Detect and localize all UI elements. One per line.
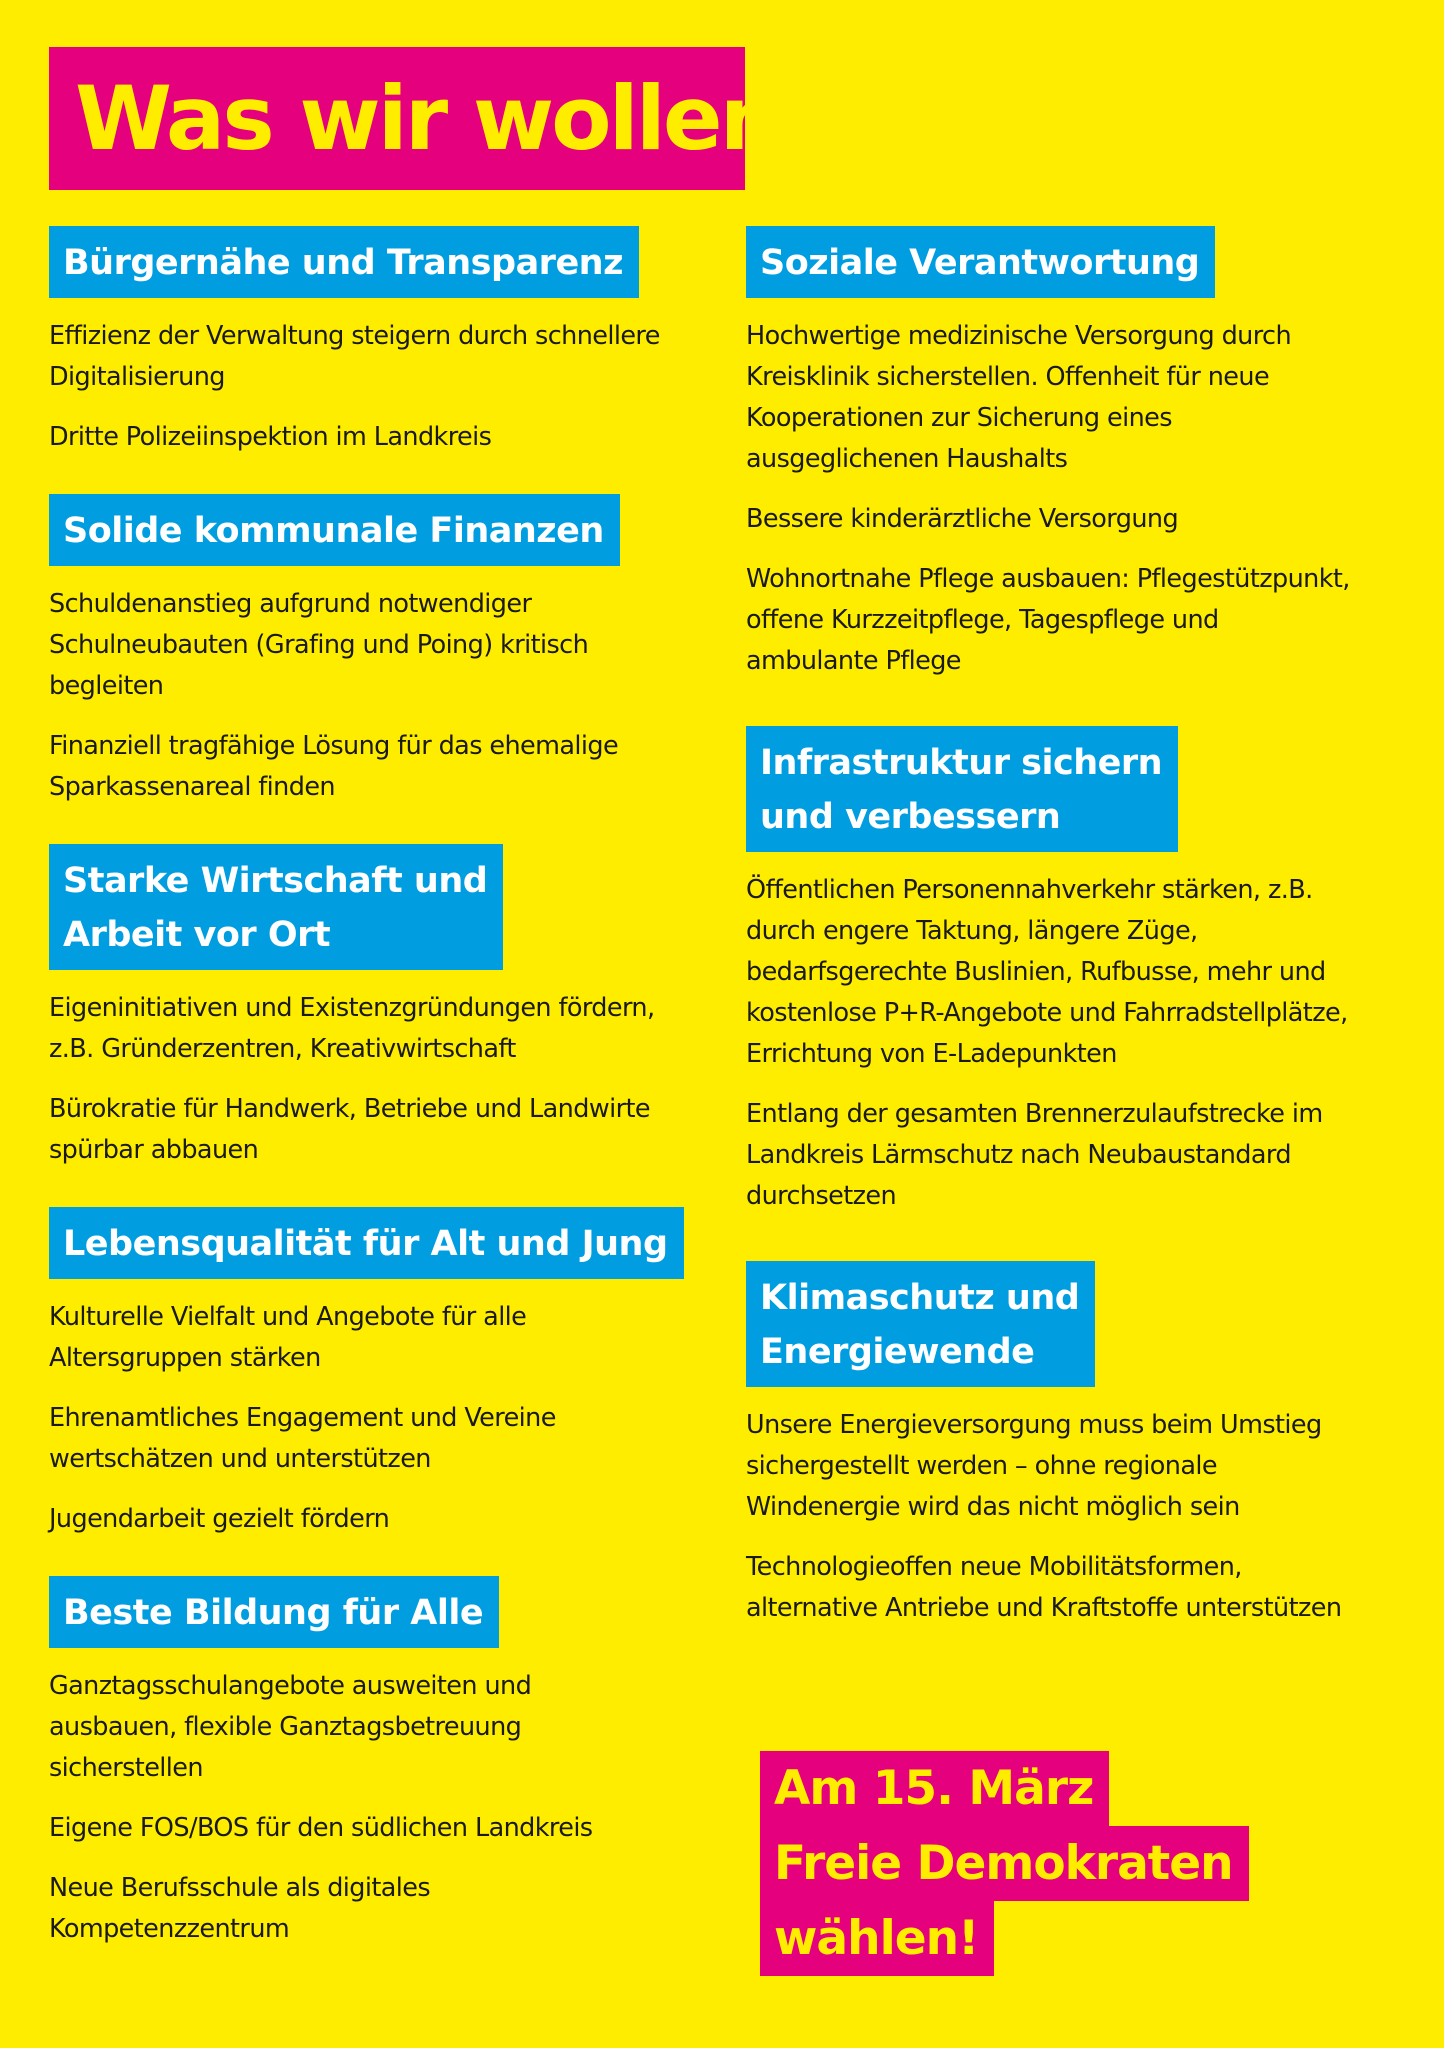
list-item-line: kostenlose P+R-Angebote und Fahrradstellplätze, [746, 998, 1348, 1028]
list-item [746, 316, 1406, 480]
list-item [49, 988, 709, 1070]
list-item [49, 316, 709, 398]
list-item-line: Öffentlichen Personennahverkehr stärken, z.B. [746, 875, 1313, 905]
section-heading [49, 1576, 499, 1648]
list-item-line: Wohnortnahe Pflege ausbauen: Pflegestützpunkt, [746, 564, 1350, 594]
list-item-line: Kulturelle Vielfalt und Angebote für alle [49, 1302, 527, 1332]
list-item [746, 1547, 1406, 1629]
list-item-line: sicherstellen [49, 1753, 203, 1783]
list-item [49, 1499, 709, 1540]
section-item-list [49, 584, 709, 808]
list-item-line: Landkreis Lärmschutz nach Neubaustandard [746, 1140, 1291, 1170]
section-item-list [49, 988, 709, 1171]
section-heading-line: Soziale Verantwortung [760, 243, 1200, 283]
section-beste-bildung-fur-alle [49, 1576, 709, 1950]
section-heading [746, 726, 1178, 852]
list-item-line: Altersgruppen stärken [49, 1343, 321, 1373]
section-heading [49, 494, 620, 566]
left-column [49, 226, 709, 1950]
section-heading-line: Bürgernähe und Transparenz [63, 243, 623, 283]
list-item-line: Digitalisierung [49, 362, 225, 392]
list-item-line: Effizienz der Verwaltung steigern durch schnellere [49, 321, 660, 351]
section-infrastruktur-sichern-und-verbessern [746, 726, 1406, 1217]
list-item-line: Ganztagsschulangebote ausweiten und [49, 1671, 532, 1701]
section-item-list [49, 1297, 709, 1540]
section-heading-line: Infrastruktur sichern [760, 743, 1163, 783]
call-to-action-line: Freie Demokraten [760, 1826, 1249, 1901]
list-item-line: bedarfsgerechte Buslinien, Rufbusse, mehr und [746, 957, 1326, 987]
list-item-line: sichergestellt werden – ohne regionale [746, 1451, 1217, 1481]
list-item-line: Ehrenamtliches Engagement und Vereine [49, 1403, 556, 1433]
section-heading [746, 1261, 1095, 1387]
list-item [746, 499, 1406, 540]
list-item [49, 1666, 709, 1789]
list-item-line: begleiten [49, 671, 164, 701]
list-item-line: Schuldenanstieg aufgrund notwendiger [49, 589, 532, 619]
section-heading-line: Energiewende [760, 1332, 1035, 1372]
list-item-line: alternative Antriebe und Kraftstoffe unterstützen [746, 1593, 1342, 1623]
list-item [746, 870, 1406, 1075]
list-item-line: ausgeglichenen Haushalts [746, 444, 1068, 474]
list-item-line: Bessere kinderärztliche Versorgung [746, 504, 1179, 534]
list-item [746, 1405, 1406, 1528]
list-item-line: wertschätzen und unterstützen [49, 1444, 431, 1474]
list-item-line: Sparkassenareal finden [49, 772, 335, 802]
section-lebensqualitat-fur-alt-und-jung [49, 1207, 709, 1540]
list-item-line: Errichtung von E-Ladepunkten [746, 1039, 1117, 1069]
list-item-line: Windenergie wird das nicht möglich sein [746, 1492, 1240, 1522]
section-item-list [49, 316, 709, 458]
list-item-line: ambulante Pflege [746, 646, 961, 676]
section-item-list [746, 316, 1406, 682]
call-to-action-line: Am 15. März [760, 1751, 1109, 1826]
list-item [49, 417, 709, 458]
list-item-line: Neue Berufsschule als digitales [49, 1873, 431, 1903]
list-item [49, 1398, 709, 1480]
section-heading-line: Starke Wirtschaft und [63, 861, 488, 901]
section-heading-line: Klimaschutz und [760, 1278, 1080, 1318]
list-item-line: Hochwertige medizinische Versorgung durch [746, 321, 1292, 351]
list-item-line: Schulneubauten (Grafing und Poing) kritisch [49, 630, 589, 660]
list-item-line: offene Kurzzeitpflege, Tagespflege und [746, 605, 1219, 635]
list-item-line: durchsetzen [746, 1181, 897, 1211]
list-item [49, 1808, 709, 1849]
section-heading-line: Solide kommunale Finanzen [63, 511, 604, 551]
section-burgernahe-und-transparenz [49, 226, 709, 458]
section-heading-line: Lebensqualität für Alt und Jung [63, 1224, 668, 1264]
page-title [49, 47, 812, 190]
section-heading [49, 226, 639, 298]
list-item-line: Kompetenzzentrum [49, 1914, 290, 1944]
list-item-line: Dritte Polizeiinspektion im Landkreis [49, 422, 492, 452]
section-heading-line: und verbessern [760, 797, 1061, 837]
call-to-action-line: wählen! [760, 1901, 994, 1976]
section-item-list [746, 1405, 1406, 1629]
section-heading [746, 226, 1215, 298]
list-item-line: z.B. Gründerzentren, Kreativwirtschaft [49, 1034, 516, 1064]
list-item [746, 559, 1406, 682]
right-column [746, 226, 1406, 1629]
section-heading [49, 1207, 684, 1279]
section-heading [49, 844, 503, 970]
page-title-text: Was wir wollen: [75, 67, 812, 170]
list-item-line: Eigeninitiativen und Existenzgründungen fördern, [49, 993, 655, 1023]
list-item-line: ausbauen, flexible Ganztagsbetreuung [49, 1712, 522, 1742]
section-soziale-verantwortung [746, 226, 1406, 682]
list-item-line: Technologieoffen neue Mobilitätsformen, [746, 1552, 1242, 1582]
list-item-line: durch engere Taktung, längere Züge, [746, 916, 1198, 946]
section-starke-wirtschaft-und-arbeit-vor-ort [49, 844, 709, 1171]
list-item-line: spürbar abbauen [49, 1135, 259, 1165]
section-klimaschutz-und-energiewende [746, 1261, 1406, 1629]
section-heading-line: Beste Bildung für Alle [63, 1593, 484, 1633]
section-heading-line: Arbeit vor Ort [63, 915, 331, 955]
list-item [49, 1297, 709, 1379]
list-item [49, 584, 709, 707]
list-item-line: Unsere Energieversorgung muss beim Umstieg [746, 1410, 1322, 1440]
section-solide-kommunale-finanzen [49, 494, 709, 808]
section-item-list [49, 1666, 709, 1950]
list-item-line: Kooperationen zur Sicherung eines [746, 403, 1172, 433]
call-to-action-box [760, 1751, 1249, 1976]
list-item [746, 1094, 1406, 1217]
list-item-line: Kreisklinik sicherstellen. Offenheit für neue [746, 362, 1270, 392]
list-item-line: Finanziell tragfähige Lösung für das ehemalige [49, 731, 619, 761]
list-item [49, 1089, 709, 1171]
list-item-line: Entlang der gesamten Brennerzulaufstrecke im [746, 1099, 1323, 1129]
list-item [49, 726, 709, 808]
list-item-line: Jugendarbeit gezielt fördern [49, 1504, 390, 1534]
list-item-line: Bürokratie für Handwerk, Betriebe und Landwirte [49, 1094, 650, 1124]
list-item-line: Eigene FOS/BOS für den südlichen Landkreis [49, 1813, 593, 1843]
list-item [49, 1868, 709, 1950]
section-item-list [746, 870, 1406, 1217]
